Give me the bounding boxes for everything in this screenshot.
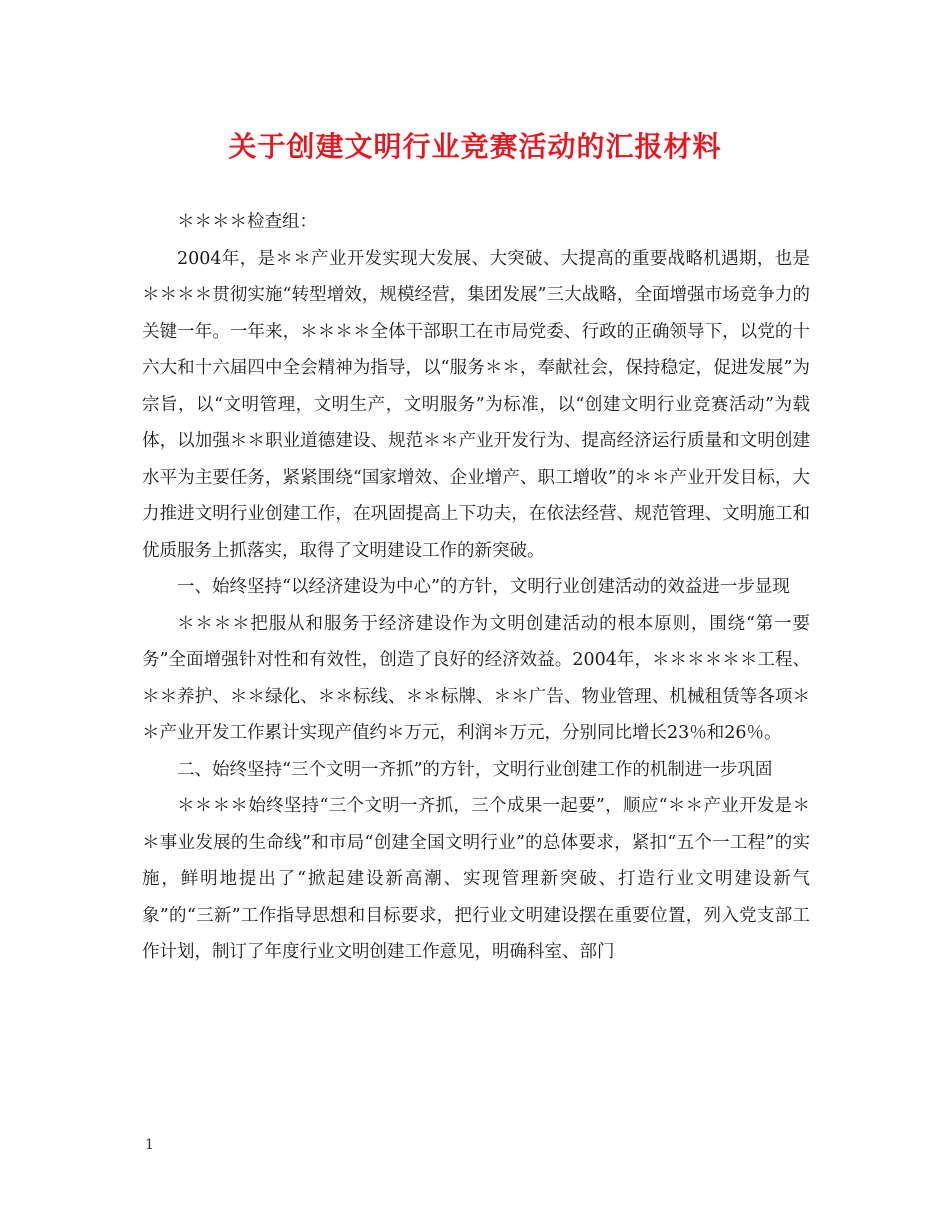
document-title: 关于创建文明行业竞赛活动的汇报材料: [228, 130, 722, 163]
section-heading-2: 二、始终坚持“三个文明一齐抓”的方针，文明行业创建工作的机制进一步巩固: [177, 759, 773, 780]
page-number: 1: [145, 1137, 154, 1153]
intro-paragraph: 2004年，是＊＊产业开发实现大发展、大突破、大提高的重要战略机遇期，也是＊＊＊＊贯彻实施“转型增效，规模经营，集团发展”三大战略，全面增强市场竞争力的关键一年。一年来，＊＊＊＊全体干部职工在市局党委、行政的正确领导下，以党的十六大和十六届四中全会精神为指导，以“服务＊＊，奉献社会，保持稳定，促进发展”为宗旨，以“文明管理，文明生产，文明服务”为标准，以“创建文明行业竞赛活动”为载体，以加强＊＊职业道德建设、规范＊＊产业开发行为、提高经济运行质量和文明创建水平为主要任务，紧紧围绕“国家增效、企业增产、职工增收”的＊＊产业开发目标，大力推进文明行业创建工作，在巩固提高上下功夫，在依法经营、规范管理、文明施工和优质服务上抓落实，取得了文明建设工作的新突破。: [142, 248, 810, 561]
section-heading-1: 一、始终坚持“以经济建设为中心”的方针，文明行业创建活动的效益进一步显现: [177, 577, 790, 597]
salutation: ＊＊＊＊检查组：: [177, 212, 317, 232]
section-paragraph-1: ＊＊＊＊把服从和服务于经济建设作为文明创建活动的根本原则，围绕“第一要务”全面增强针对性和有效性，创造了良好的经济效益。2004年，＊＊＊＊＊＊工程、＊＊养护、＊＊绿化、＊＊标线、＊＊标牌、＊＊广告、物业管理、机械租赁等各项＊＊产业开发工作累计实现产值约＊万元，利润＊万元，分别同比增长23％和26％。: [142, 613, 810, 743]
section-paragraph-2: ＊＊＊＊始终坚持“三个文明一齐抓，三个成果一起要”，顺应“＊＊产业开发是＊＊事业发展的生命线”和市局“创建全国文明行业”的总体要求，紧扣“五个一工程”的实施，鲜明地提出了“掀起建设新高潮、实现管理新突破、打造行业文明建设新气象”的“三新”工作指导思想和目标要求，把行业文明建设摆在重要位置，列入党支部工作计划，制订了年度行业文明创建工作意见，明确科室、部门: [142, 796, 810, 962]
document-body: [142, 204, 810, 971]
